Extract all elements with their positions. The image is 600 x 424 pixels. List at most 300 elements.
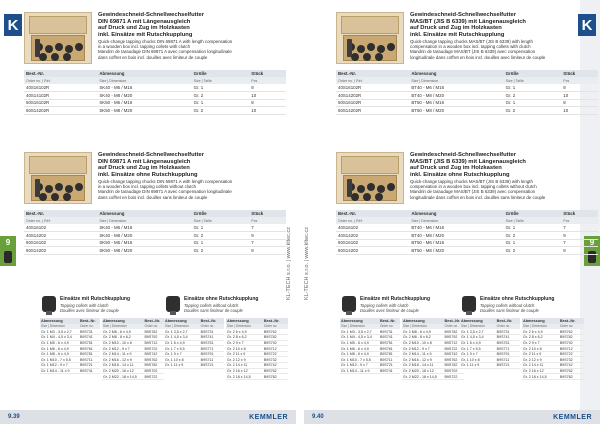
- title-line: inkl. Einsätze mit Rutschkupplung: [98, 31, 193, 38]
- order-number: 50S16102: [24, 239, 97, 247]
- left-inserts_a-rows1-table: [40, 318, 100, 374]
- list-item[interactable]: [40, 368, 100, 374]
- left-section2-table: [24, 210, 286, 255]
- cell: Gr. 2: [192, 232, 250, 240]
- size: Gr. 2 9 x 7: [522, 340, 559, 346]
- order-number: 40S16102: [336, 224, 409, 232]
- title-line: MAS/BT (JIS B 6339) mit Längenausgleich: [410, 158, 526, 165]
- column-header: Stück: [249, 210, 286, 217]
- left-section1-collet-hole: [51, 53, 59, 61]
- size: Gr. 2 M18 - 14 x 11: [102, 363, 144, 369]
- title-line: inkl. Einsätze ohne Rutschkupplung: [98, 171, 198, 178]
- table-row[interactable]: [24, 232, 286, 240]
- order-number: B9S761: [79, 346, 100, 352]
- order-number: 50S14202R: [24, 107, 97, 115]
- right-section1-chuck-spindle: [347, 39, 352, 57]
- list-item[interactable]: [102, 368, 164, 374]
- column-header: Stück: [561, 70, 598, 77]
- left-section2-collet-hole: [39, 193, 47, 201]
- left-section2-description: [98, 179, 298, 200]
- left-inserts_b-subtitle: Douilles sans limiteur de couple: [184, 308, 243, 313]
- size: Gr. 1 6 x 4,9: [164, 340, 200, 346]
- size: Gr. 2 M12 - 9 x 7: [402, 346, 444, 352]
- left-chapter-tab[interactable]: [0, 236, 16, 266]
- size: Gr. 1 M8 - 6 x 4,9: [340, 351, 379, 357]
- column-header: Best.-Nr.: [336, 70, 409, 77]
- column-header: Abmessung: [102, 318, 144, 324]
- description-line: longitudinale dans coffret en bois incl. douilles avec limiteur de couple: [410, 54, 546, 60]
- list-item[interactable]: [340, 357, 400, 363]
- column-subheader: Size | Dimension: [460, 324, 496, 330]
- cell: SK50 - M6 / M16: [97, 99, 191, 107]
- title-line: auf Druck und Zug im Holzkasten: [98, 165, 190, 172]
- tap-holder-icon: [4, 251, 12, 263]
- right-section1-collet-hole: [375, 53, 383, 61]
- order-number: B9S741: [79, 335, 100, 341]
- order-number: B9S722: [559, 351, 584, 357]
- left-inserts_a-subtitle: Douilles avec limiteur de couple: [60, 308, 119, 313]
- cell: 8: [561, 84, 598, 92]
- right-section2-collet-hole: [387, 183, 395, 191]
- table-row[interactable]: [336, 239, 598, 247]
- size: Gr. 2 14 x 11: [522, 363, 559, 369]
- table-row[interactable]: [336, 247, 598, 255]
- size: Gr. 1 3,5 x 2,7: [164, 329, 200, 335]
- description-line: longitudinale dans coffret en bois incl. douilles sans limiteur de couple: [410, 194, 546, 200]
- left-inserts_b-rows2-table: [226, 318, 288, 380]
- cell: BT50 - M6 / M16: [409, 99, 503, 107]
- size: Gr. 1 M12 - 9 x 7: [40, 363, 79, 369]
- right-section1-collet-hole: [367, 43, 375, 51]
- order-number: 50S16102: [336, 239, 409, 247]
- right-k-badge: K: [578, 14, 596, 36]
- order-number: 40S16102: [24, 224, 97, 232]
- size: Gr. 1 11 x 9: [164, 363, 200, 369]
- order-number: B9S762: [559, 329, 584, 335]
- column-subheader: Size | Dimension: [40, 324, 79, 330]
- column-header: Stück: [249, 70, 286, 77]
- order-number: B9S702: [444, 368, 464, 374]
- right-section1-collet-hole: [357, 45, 365, 53]
- table-row[interactable]: [24, 92, 286, 100]
- size: Gr. 2 11 x 9: [522, 351, 559, 357]
- cell: Gr. 2: [192, 107, 250, 115]
- order-number: B9S751: [79, 340, 100, 346]
- collet-shank-icon: [346, 311, 352, 315]
- size: Gr. 1 11 x 9: [460, 363, 496, 369]
- order-number: 40S16102R: [24, 84, 97, 92]
- order-number: B9S782: [559, 335, 584, 341]
- right-page-number: 9.40: [312, 414, 324, 420]
- table-row[interactable]: [24, 224, 286, 232]
- size: Gr. 1 M3 - 3,5 x 2,7: [340, 329, 379, 335]
- right-section1-product-photo: [336, 12, 404, 64]
- cell: BT50 - M8 / M20: [409, 107, 503, 115]
- list-item[interactable]: [402, 368, 464, 374]
- right-section1-collet-hole: [387, 43, 395, 51]
- order-number: B9S792: [263, 340, 288, 346]
- table-row[interactable]: [336, 84, 598, 92]
- cell: 9: [561, 247, 598, 255]
- collet-shank-icon: [170, 311, 176, 315]
- order-number: B9S721: [200, 363, 224, 369]
- order-number: B9S751: [379, 340, 400, 346]
- right-section1-box-lid: [341, 16, 399, 34]
- right-inserts_a-subtitle: Douilles avec limiteur de couple: [360, 308, 419, 313]
- size: Gr. 2 M14 - 11 x 9: [102, 351, 144, 357]
- size: Gr. 1 M3 - 3,5 x 2,7: [40, 329, 79, 335]
- order-number: B9S782: [144, 363, 164, 369]
- left-section1-table: [24, 70, 286, 115]
- order-number: B9S741: [79, 368, 100, 374]
- column-header: Abmessung: [522, 318, 559, 324]
- column-header: Größe: [504, 70, 562, 77]
- left-inserts_b-rows1-table: [164, 318, 224, 369]
- left-inserts_a-collet-icon: [42, 296, 56, 312]
- cell: Gr. 2: [504, 232, 562, 240]
- table-row[interactable]: [24, 247, 286, 255]
- right-inserts_a-rows1-table: [340, 318, 400, 374]
- column-header: Abmessung: [409, 70, 503, 77]
- table-row[interactable]: [24, 84, 286, 92]
- order-number: B9S742: [263, 363, 288, 369]
- cell: SK50 - M8 / M20: [97, 247, 191, 255]
- left-inserts_a-rows2-table: [102, 318, 164, 380]
- size: Gr. 2 12 x 9: [522, 357, 559, 363]
- cell: Gr. 2: [192, 92, 250, 100]
- left-section2-collet-hole: [51, 193, 59, 201]
- size: Gr. 1 7 x 5,5: [164, 346, 200, 352]
- list-item[interactable]: [340, 368, 400, 374]
- table-row[interactable]: [336, 99, 598, 107]
- column-header: Best.-Nr.: [559, 318, 584, 324]
- size: Gr. 1 M14 - 11 x 9: [40, 368, 79, 374]
- order-number: 40S14102R: [24, 92, 97, 100]
- size: Gr. 1 4,5 x 3,4: [164, 335, 200, 341]
- column-subheader: Size | Dimension: [97, 77, 191, 84]
- table-row[interactable]: [24, 107, 286, 115]
- left-page-number: 9.39: [8, 414, 20, 420]
- list-item[interactable]: [164, 363, 224, 369]
- order-number: B9S712: [559, 346, 584, 352]
- size: Gr. 2 10 x 8: [522, 346, 559, 352]
- right-chapter-tab-label: 9: [589, 238, 595, 247]
- size: Gr. 1 10 x 8: [460, 357, 496, 363]
- table-row[interactable]: [336, 92, 598, 100]
- cell: 7: [249, 239, 286, 247]
- order-number: B9S741: [379, 368, 400, 374]
- cell: BT40 - M6 / M16: [409, 224, 503, 232]
- list-item[interactable]: [226, 374, 288, 380]
- column-subheader: Size | Dimension: [522, 324, 559, 330]
- column-subheader: Order no.: [200, 324, 224, 330]
- size: Gr. 2 18 x 14,5: [226, 374, 263, 380]
- title-line: inkl. Einsätze mit Rutschkupplung: [410, 31, 505, 38]
- cell: SK40 - M6 / M16: [97, 84, 191, 92]
- left-section1-collet-hole: [75, 43, 83, 51]
- order-number: B9S721: [379, 363, 400, 369]
- column-header: Best.-Nr.: [444, 318, 464, 324]
- cell: 7: [249, 224, 286, 232]
- order-number: B9S771: [200, 346, 224, 352]
- size: Gr. 2 M8 - 6 x 4,9: [102, 329, 144, 335]
- order-number: B9S791: [200, 351, 224, 357]
- order-number: B9S732: [263, 357, 288, 363]
- order-number: 40S14202: [24, 232, 97, 240]
- left-section2-collet-hole: [75, 183, 83, 191]
- column-subheader: Pcs: [249, 77, 286, 84]
- right-section2-collet-hole: [375, 193, 383, 201]
- size: Gr. 2 6 x 4,9: [226, 329, 263, 335]
- column-header: Stück: [561, 210, 598, 217]
- description-line: Quick-change tapping chucks MAS/BT (JIS B 6339) with length: [410, 179, 533, 184]
- order-number: B9S712: [263, 346, 288, 352]
- column-subheader: Order no.: [496, 324, 520, 330]
- cell: 7: [561, 239, 598, 247]
- cell: SK50 - M8 / M20: [97, 107, 191, 115]
- cell: Gr. 2: [192, 247, 250, 255]
- right-footer: [304, 410, 600, 424]
- order-number: B9S722: [444, 346, 464, 352]
- column-header: Best.-Nr.: [79, 318, 100, 324]
- order-number: B9S712: [444, 340, 464, 346]
- list-item[interactable]: [102, 363, 164, 369]
- description-line: Mandrin de taraudage DIN 69871 A avec compensation longitudinale: [98, 189, 232, 195]
- title-line: Gewindeschneid-Schnellwechselfutter: [98, 12, 204, 18]
- right-inserts_a-title: Einsätze mit Rutschkupplung: [360, 296, 431, 302]
- title-line: Gewindeschneid-Schnellwechselfutter: [410, 152, 516, 158]
- left-section2-collet-hole: [65, 185, 73, 193]
- order-number: B9S751: [496, 340, 520, 346]
- right-inserts_a-rows2-table: [402, 318, 464, 380]
- right-section2-collet-hole: [363, 193, 371, 201]
- size: Gr. 2 11 x 9: [226, 351, 263, 357]
- left-chapter-tab-label: 9: [5, 238, 11, 247]
- size: Gr. 1 M8 - 6 x 4,9: [40, 351, 79, 357]
- size: Gr. 2 M20 - 16 x 12: [102, 368, 144, 374]
- right-section2-description: [410, 179, 600, 200]
- cell: Gr. 2: [504, 92, 562, 100]
- size: Gr. 2 8 x 6,2: [226, 335, 263, 341]
- order-number: B9S711: [200, 357, 224, 363]
- left-inserts_b-collet-icon: [166, 296, 180, 312]
- order-number: B9S792: [444, 335, 464, 341]
- list-item[interactable]: [402, 363, 464, 369]
- column-subheader: Pcs: [561, 77, 598, 84]
- cell: 9: [249, 247, 286, 255]
- cell: 10: [561, 107, 598, 115]
- list-item[interactable]: [40, 357, 100, 363]
- order-number: B9S741: [379, 335, 400, 341]
- column-subheader: Size | Dimension: [409, 77, 503, 84]
- size: Gr. 2 M16 - 12 x 9: [102, 357, 144, 363]
- right-section1-title: [410, 12, 600, 38]
- right-inserts_b-rows1-table: [460, 318, 520, 369]
- list-item[interactable]: [340, 335, 400, 341]
- size: Gr. 2 9 x 7: [226, 340, 263, 346]
- size: Gr. 1 M10 - 7 x 5,5: [340, 357, 379, 363]
- left-section2-collet-hole: [55, 183, 63, 191]
- title-line: Gewindeschneid-Schnellwechselfutter: [410, 12, 516, 18]
- left-section1-collet-hole: [63, 53, 71, 61]
- size: Gr. 2 M22 - 18 x 14,5: [102, 374, 144, 380]
- table-row[interactable]: [24, 99, 286, 107]
- column-subheader: Size | Dimension: [409, 217, 503, 224]
- right-section2-collet-hole: [351, 193, 359, 201]
- order-number: 50S14202: [336, 247, 409, 255]
- right-inserts_a-collet-icon: [342, 296, 356, 312]
- list-item[interactable]: [40, 335, 100, 341]
- right-section2-title: [410, 152, 600, 178]
- right-section1-collet-hole: [363, 53, 371, 61]
- column-header: Abmessung: [40, 318, 79, 324]
- column-subheader: Size | Taille: [504, 217, 562, 224]
- cell: 8: [249, 99, 286, 107]
- description-line: Quick-change tapping chucks MAS/BT (JIS B 6339) with length: [410, 39, 533, 44]
- order-number: B9S702: [144, 368, 164, 374]
- right-section1-collet-hole: [377, 45, 385, 53]
- description-line: compensation in a wooden box incl. tapping collets without clutch: [410, 184, 537, 190]
- left-section2-collet-hole: [63, 193, 71, 201]
- order-number: B9S782: [559, 374, 584, 380]
- cell: 9: [249, 232, 286, 240]
- description-line: in a wooden box incl. tapping collets without clutch: [98, 184, 197, 190]
- order-number: B9S762: [444, 357, 464, 363]
- column-header: Best.-Nr.: [496, 318, 520, 324]
- column-subheader: Order no. | Réf.: [336, 217, 409, 224]
- list-item[interactable]: [402, 374, 464, 380]
- column-header: Best.-Nr.: [200, 318, 224, 324]
- title-line: DIN 69871 A mit Längenausgleich: [98, 158, 191, 165]
- cell: 9: [561, 232, 598, 240]
- column-subheader: Order no.: [379, 324, 400, 330]
- title-line: Gewindeschneid-Schnellwechselfutter: [98, 152, 204, 158]
- right-inserts_b-collet-icon: [462, 296, 476, 312]
- size: Gr. 1 4,5 x 3,4: [460, 335, 496, 341]
- size: Gr. 2 M20 - 16 x 12: [402, 368, 444, 374]
- right-section1-table: [336, 70, 598, 115]
- left-section2-collet-hole: [45, 185, 53, 193]
- size: Gr. 2 14 x 11: [226, 363, 263, 369]
- title-line: inkl. Einsätze ohne Rutschkupplung: [410, 171, 510, 178]
- table-row[interactable]: [336, 107, 598, 115]
- cell: BT50 - M6 / M16: [409, 239, 503, 247]
- description-line: Mandrin de taraudage MAS/BT (JIS B 6339) avec compensation: [410, 49, 536, 55]
- order-number: B9S731: [379, 329, 400, 335]
- column-header: Best.-Nr.: [336, 210, 409, 217]
- column-subheader: Size | Taille: [504, 77, 562, 84]
- order-number: B9S762: [263, 329, 288, 335]
- right-inserts_b-subtitle: Tapping collets without clutch: [480, 303, 535, 308]
- column-subheader: Size | Dimension: [164, 324, 200, 330]
- right-brand: KEMMLER: [553, 413, 592, 421]
- right-section2-table: [336, 210, 598, 255]
- column-header: Größe: [504, 210, 562, 217]
- title-line: auf Druck und Zug im Holzkasten: [98, 25, 190, 32]
- left-inserts_b-subtitle: Tapping collets without clutch: [184, 303, 239, 308]
- size: Gr. 1 M4 - 4,5 x 3,4: [40, 335, 79, 341]
- table-row[interactable]: [24, 239, 286, 247]
- order-number: 50S16102R: [336, 99, 409, 107]
- order-number: B9S711: [79, 357, 100, 363]
- column-header: Abmessung: [402, 318, 444, 324]
- cell: Gr. 1: [504, 239, 562, 247]
- right-section2-collet-hole: [367, 183, 375, 191]
- left-section1-collet-hole: [39, 53, 47, 61]
- right-vertical-text: KL-TECH s.r.o. | www.kltec.cz: [304, 227, 310, 300]
- left-section1-product-photo: [24, 12, 92, 64]
- list-item[interactable]: [460, 363, 520, 369]
- order-number: B9S761: [379, 346, 400, 352]
- order-number: B9S721: [79, 363, 100, 369]
- description-line: compensation in a wooden box incl. tapping collets with clutch: [410, 44, 531, 50]
- left-brand: KEMMLER: [249, 413, 288, 421]
- list-item[interactable]: [522, 374, 584, 380]
- size: Gr. 2 6 x 4,9: [522, 329, 559, 335]
- right-inserts_a-subtitle: Tapping collets with clutch: [360, 303, 409, 308]
- column-subheader: Size | Dimension: [102, 324, 144, 330]
- size: Gr. 1 M10 - 7 x 5,5: [40, 357, 79, 363]
- column-header: Abmessung: [164, 318, 200, 324]
- column-header: Abmessung: [409, 210, 503, 217]
- order-number: B9S792: [144, 335, 164, 341]
- order-number: B9S741: [496, 335, 520, 341]
- cell: SK40 - M8 / M20: [97, 92, 191, 100]
- size: Gr. 1 10 x 8: [164, 357, 200, 363]
- cell: SK40 - M6 / M16: [97, 224, 191, 232]
- description-line: Mandrin de taraudage DIN 69871 A avec compensation longitudinale: [98, 49, 232, 55]
- column-subheader: Size | Taille: [192, 217, 250, 224]
- left-section2-title: [98, 152, 298, 178]
- order-number: 40S14202R: [336, 92, 409, 100]
- left-inserts_a-subtitle: Tapping collets with clutch: [60, 303, 109, 308]
- list-item[interactable]: [102, 374, 164, 380]
- cell: 10: [561, 92, 598, 100]
- table-row[interactable]: [336, 224, 598, 232]
- size: Gr. 1 M5 - 6 x 4,9: [40, 340, 79, 346]
- order-number: B9S782: [263, 335, 288, 341]
- right-inserts_b-subtitle: Douilles sans limiteur de couple: [480, 308, 539, 313]
- right-section2-product-photo: [336, 152, 404, 204]
- cell: Gr. 2: [504, 107, 562, 115]
- left-section1-description: [98, 39, 298, 60]
- column-header: Best.-Nr.: [379, 318, 400, 324]
- column-header: Best.-Nr.: [144, 318, 164, 324]
- size: Gr. 2 M18 - 14 x 11: [402, 363, 444, 369]
- column-subheader: Size | Dimension: [402, 324, 444, 330]
- cell: 7: [561, 224, 598, 232]
- column-subheader: Order no.: [263, 324, 288, 330]
- order-number: 40S14202: [336, 232, 409, 240]
- size: Gr. 1 M5 - 6 x 4,9: [340, 340, 379, 346]
- order-number: 50S14202: [24, 247, 97, 255]
- order-number: B9S742: [559, 363, 584, 369]
- column-header: Abmessung: [226, 318, 263, 324]
- column-subheader: Order no.: [144, 324, 164, 330]
- order-number: B9S712: [144, 340, 164, 346]
- column-header: Abmessung: [460, 318, 496, 324]
- left-section1-collet-hole: [45, 45, 53, 53]
- order-number: B9S792: [559, 340, 584, 346]
- column-subheader: Size | Dimension: [97, 217, 191, 224]
- description-line: dans coffret en bois incl. douilles sans limiteur de couple: [98, 194, 208, 200]
- column-subheader: Order no.: [559, 324, 584, 330]
- table-row[interactable]: [336, 232, 598, 240]
- size: Gr. 2 10 x 8: [226, 346, 263, 352]
- cell: Gr. 1: [192, 99, 250, 107]
- cell: Gr. 1: [192, 239, 250, 247]
- order-number: 40S16102R: [336, 84, 409, 92]
